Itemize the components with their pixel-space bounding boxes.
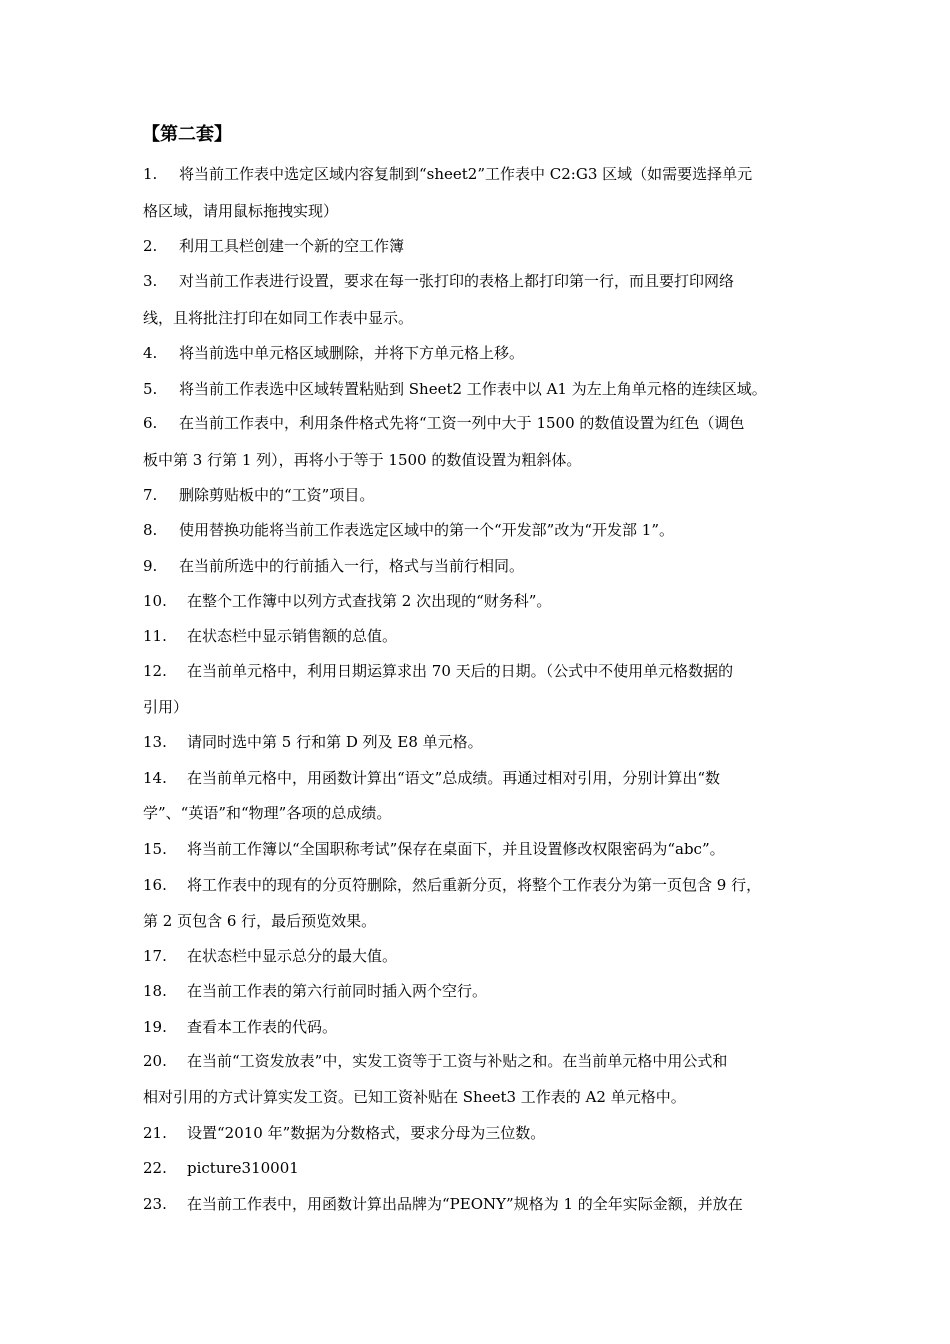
- question-number: 9.: [143, 557, 158, 575]
- question-number: 6.: [143, 414, 158, 432]
- question-text: 在当前单元格中，用函数计算出“语文”总成绩。再通过相对引用，分别计算出“数: [187, 769, 721, 787]
- question-continuation: [143, 696, 188, 718]
- question-text: 在当前工作表的第六行前同时插入两个空行。: [187, 982, 488, 1000]
- question-number: 2.: [143, 237, 158, 255]
- question-item: [143, 1122, 545, 1144]
- question-item: [143, 342, 524, 364]
- question-text: 板中第 3 行第 1 列），再将小于等于 1500 的数值设置为粗斜体。: [143, 451, 582, 469]
- question-item: [143, 625, 397, 647]
- question-number: 22.: [143, 1159, 167, 1177]
- question-item: [143, 945, 397, 967]
- question-number: 10.: [143, 592, 167, 610]
- question-continuation: [143, 1086, 686, 1108]
- question-text: 在状态栏中显示销售额的总值。: [187, 627, 398, 645]
- question-text: 在当前工作表中，利用条件格式先将“工资一列中大于 1500 的数值设置为红色（调色: [179, 414, 745, 432]
- question-text: 将当前选中单元格区域删除，并将下方单元格上移。: [179, 344, 525, 362]
- question-number: 4.: [143, 344, 158, 362]
- question-number: 13.: [143, 733, 167, 751]
- question-number: 11.: [143, 627, 167, 645]
- question-continuation: [143, 307, 413, 329]
- question-number: 3.: [143, 272, 158, 290]
- question-text: 格区域，请用鼠标拖拽实现）: [143, 202, 339, 220]
- question-text: 引用）: [143, 698, 189, 716]
- question-text: 使用替换功能将当前工作表选定区域中的第一个“开发部”改为“开发部 1”。: [179, 521, 674, 539]
- question-number: 17.: [143, 947, 167, 965]
- question-continuation: [143, 449, 581, 471]
- question-continuation: [143, 910, 376, 932]
- question-number: 19.: [143, 1018, 167, 1036]
- question-number: 14.: [143, 769, 167, 787]
- question-text: 对当前工作表进行设置，要求在每一张打印的表格上都打印第一行，而且要打印网络: [179, 272, 735, 290]
- question-text: 将当前工作表选中区域转置粘贴到 Sheet2 工作表中以 A1 为左上角单元格的连续区域。: [179, 380, 767, 398]
- question-text: 删除剪贴板中的“工资”项目。: [179, 486, 375, 504]
- question-item: [143, 235, 404, 257]
- question-item: [143, 412, 744, 434]
- question-text: 在当前“工资发放表”中，实发工资等于工资与补贴之和。在当前单元格中用公式和: [187, 1052, 728, 1070]
- question-item: [143, 163, 752, 185]
- question-text: 将工作表中的现有的分页符删除，然后重新分页，将整个工作表分为第一页包含 9 行，: [187, 876, 762, 894]
- question-number: 1.: [143, 165, 158, 183]
- question-text: 在当前所选中的行前插入一行，格式与当前行相同。: [179, 557, 525, 575]
- question-number: 12.: [143, 662, 167, 680]
- question-number: 18.: [143, 982, 167, 1000]
- question-continuation: [143, 802, 391, 824]
- question-item: [143, 660, 733, 682]
- question-text: 相对引用的方式计算实发工资。已知工资补贴在 Sheet3 工作表的 A2 单元格中。: [143, 1088, 686, 1106]
- question-text: 线，且将批注打印在如同工作表中显示。: [143, 309, 414, 327]
- question-text: picture310001: [187, 1159, 299, 1177]
- question-item: [143, 1050, 727, 1072]
- question-continuation: [143, 200, 338, 222]
- question-item: [143, 519, 674, 541]
- question-item: [143, 1016, 337, 1038]
- question-item: [143, 1193, 743, 1215]
- question-item: [143, 555, 524, 577]
- question-number: 15.: [143, 840, 167, 858]
- question-number: 5.: [143, 380, 158, 398]
- question-number: 8.: [143, 521, 158, 539]
- question-text: 在状态栏中显示总分的最大值。: [187, 947, 398, 965]
- question-number: 16.: [143, 876, 167, 894]
- question-item: [143, 1157, 299, 1179]
- question-text: 设置“2010 年”数据为分数格式，要求分母为三位数。: [187, 1124, 546, 1142]
- question-text: 在当前单元格中，利用日期运算求出 70 天后的日期。（公式中不使用单元格数据的: [187, 662, 734, 680]
- question-item: [143, 270, 734, 292]
- question-item: [143, 731, 483, 753]
- question-item: [143, 590, 551, 612]
- question-text: 学”、“英语”和“物理”各项的总成绩。: [143, 804, 392, 822]
- question-number: 7.: [143, 486, 158, 504]
- question-text: 将当前工作簿以“全国职称考试”保存在桌面下，并且设置修改权限密码为“abc”。: [187, 840, 725, 858]
- question-item: [143, 838, 725, 860]
- question-number: 21.: [143, 1124, 167, 1142]
- question-item: [143, 767, 720, 789]
- question-text: 将当前工作表中选定区域内容复制到“sheet2”工作表中 C2:G3 区域（如需要选择单元: [179, 165, 753, 183]
- question-number: 20.: [143, 1052, 167, 1070]
- question-text: 请同时选中第 5 行和第 D 列及 E8 单元格。: [187, 733, 483, 751]
- question-text: 利用工具栏创建一个新的空工作簿: [179, 237, 405, 255]
- question-item: [143, 378, 767, 400]
- question-number: 23.: [143, 1195, 167, 1213]
- question-text: 查看本工作表的代码。: [187, 1018, 338, 1036]
- question-item: [143, 874, 761, 896]
- question-item: [143, 484, 374, 506]
- question-text: 在当前工作表中，用函数计算出品牌为“PEONY”规格为 1 的全年实际金额，并放在: [187, 1195, 743, 1213]
- section-heading: 【第二套】: [142, 124, 232, 145]
- question-text: 第 2 页包含 6 行，最后预览效果。: [143, 912, 377, 930]
- question-item: [143, 980, 487, 1002]
- question-text: 在整个工作簿中以列方式查找第 2 次出现的“财务科”。: [187, 592, 552, 610]
